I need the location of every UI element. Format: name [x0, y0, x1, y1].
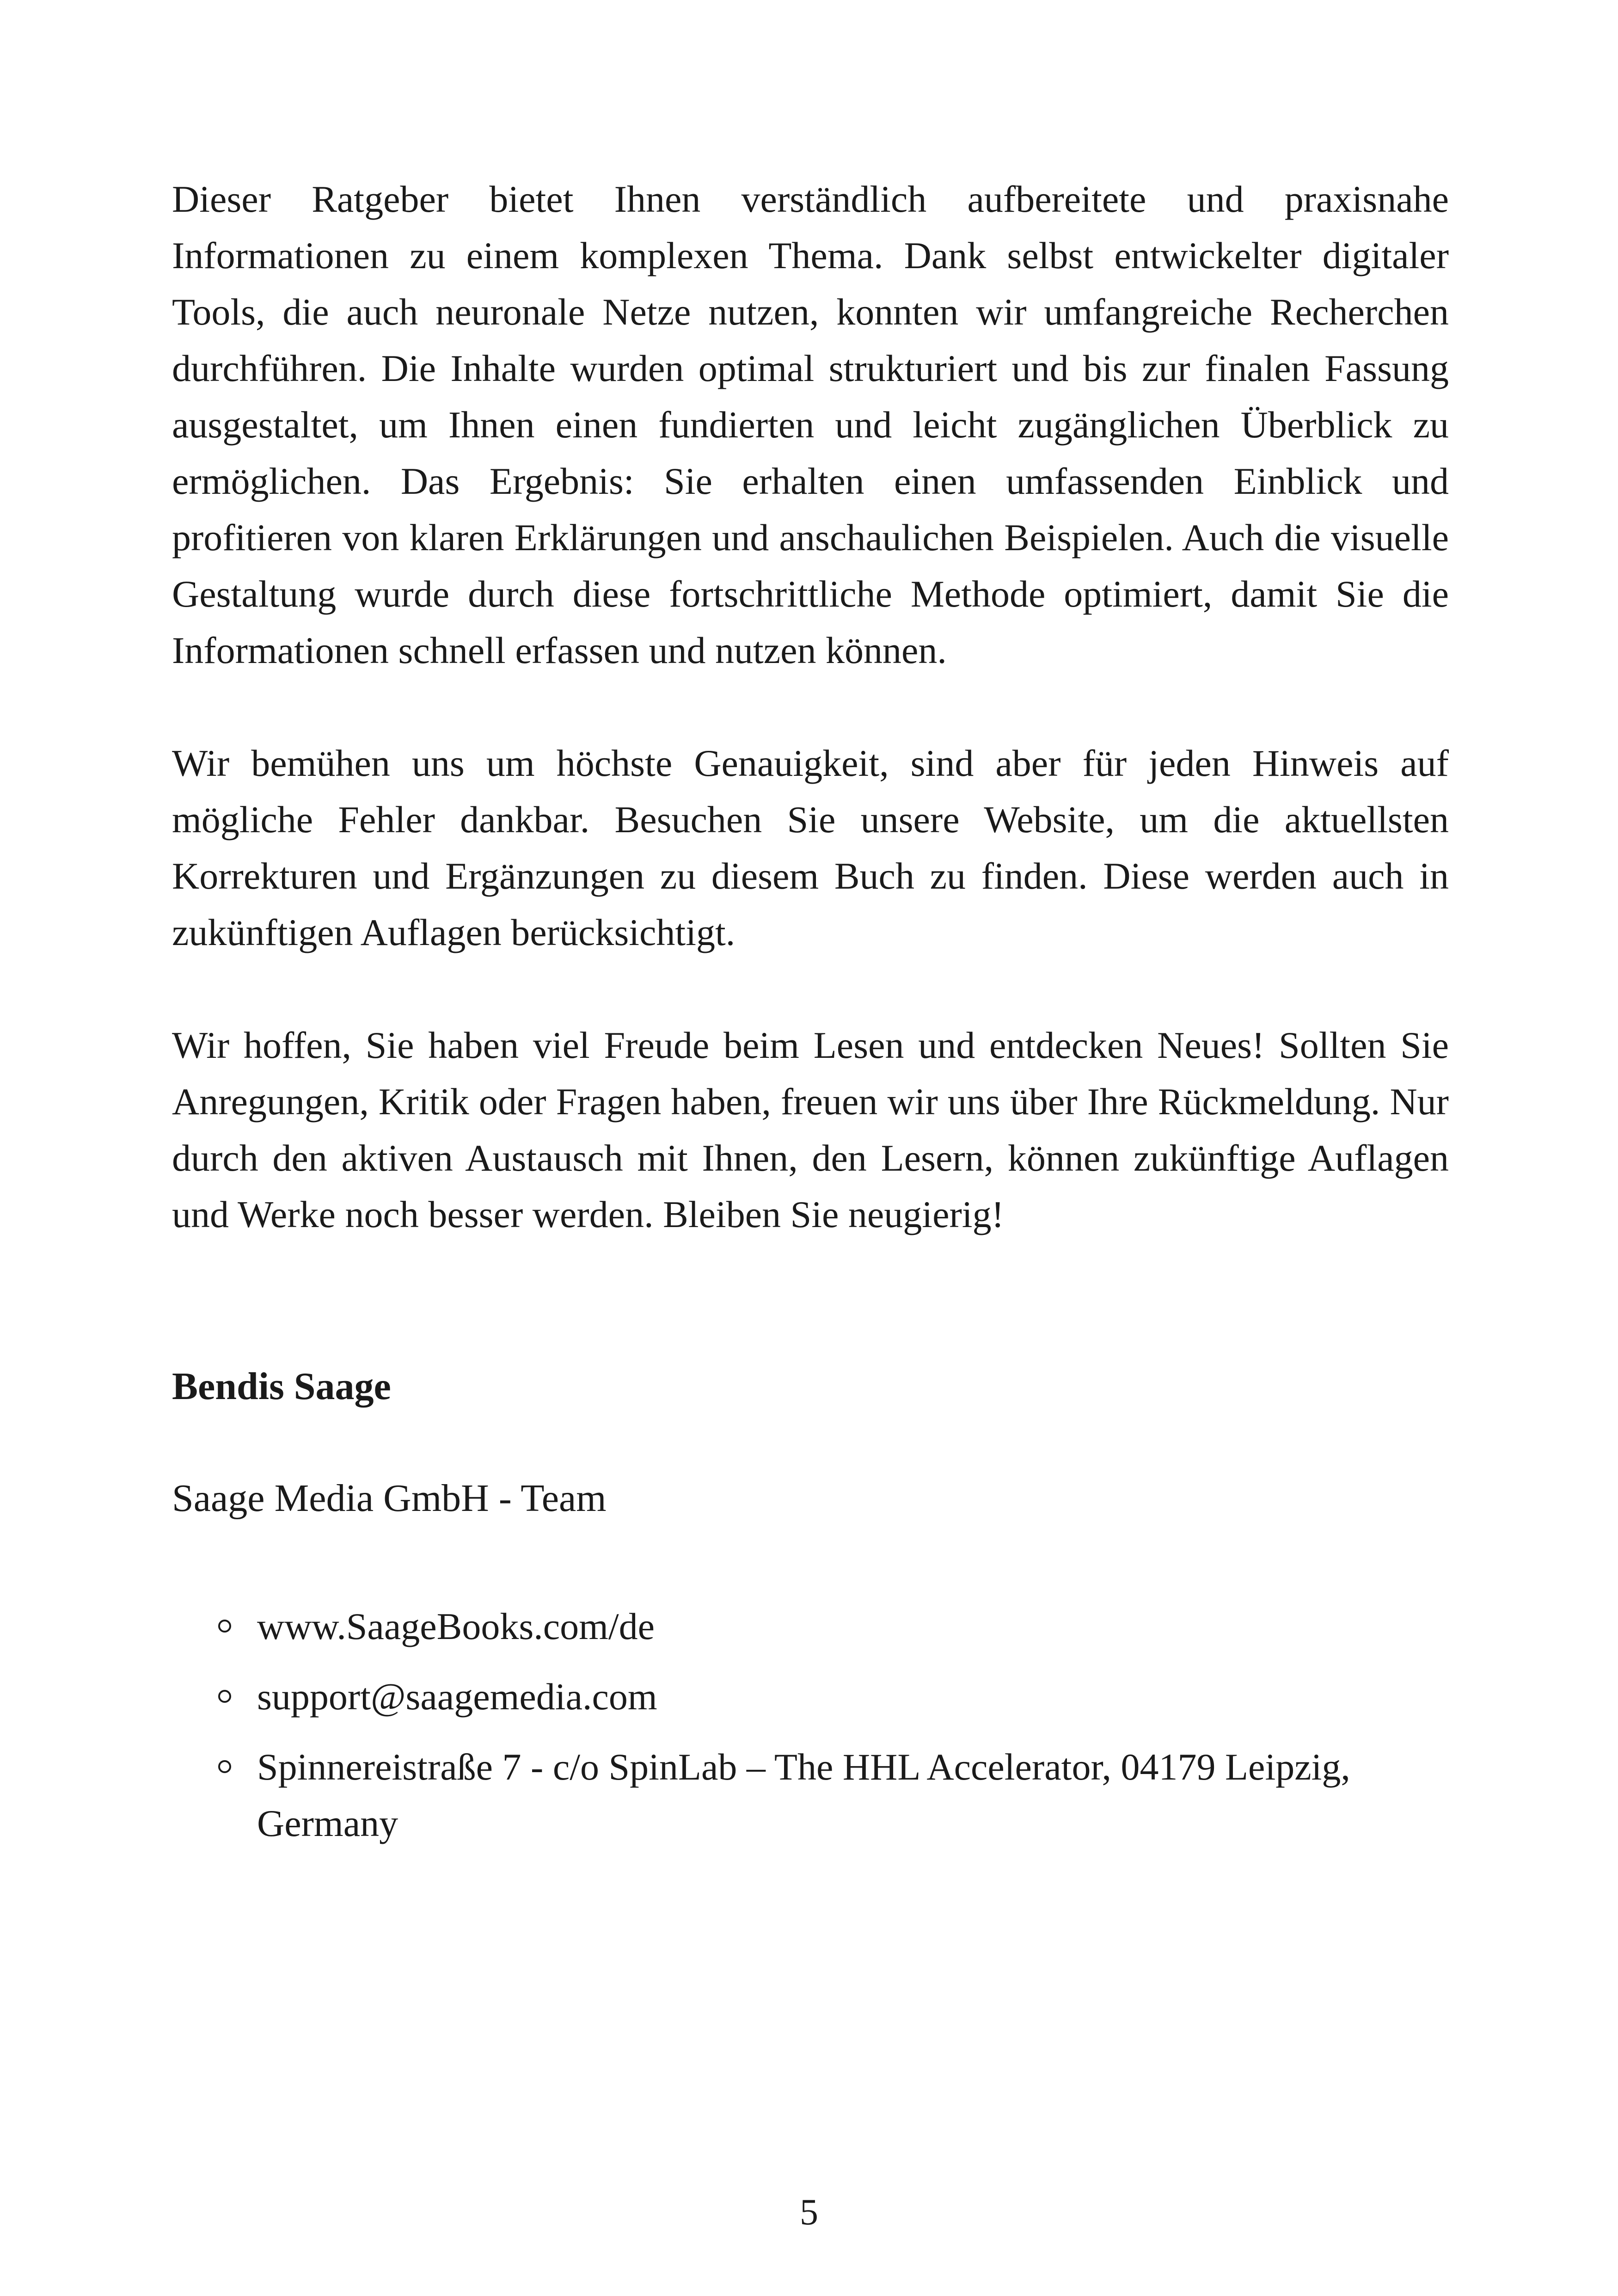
address-text: Spinnereistraße 7 - c/o SpinLab – The HHL Accelerator, 04179 Leipzig, Germany: [257, 1746, 1350, 1844]
circle-bullet-icon: [218, 1760, 231, 1773]
contact-email: [218, 1669, 1449, 1725]
contact-address: [218, 1739, 1449, 1852]
intro-paragraph: Dieser Ratgeber bietet Ihnen verständlich aufbereitete und praxisnahe Informationen zu einem komplexen Thema. Dank selbst entwickelter digitaler Tools, die auch neuronale Netze nutzen, konnten wir umfangreiche Recherchen durchführen. Die Inhalte wurden optimal strukturiert und bis zur finalen Fassung ausgestaltet, um Ihnen einen fundierten und leicht zugänglichen Überblick zu ermöglichen. Das Ergebnis: Sie erhalten einen umfassenden Einblick und profitieren von klaren Erklärungen und anschaulichen Beispielen. Auch die visuelle Gestaltung wurde durch diese fortschrittliche Methode optimiert, damit Sie die Informationen schnell erfassen und nutzen können.: [172, 178, 1449, 671]
page-content: [172, 171, 1449, 1866]
closing-paragraph: Wir hoffen, Sie haben viel Freude beim Lesen und entdecken Neues! Sollten Sie Anregungen, Kritik oder Fragen haben, freuen wir uns über Ihre Rückmeldung. Nur durch den aktiven Austausch mit Ihnen, den Lesern, können zukünftige Auflagen und Werke noch besser werden. Bleiben Sie neugierig!: [172, 1024, 1449, 1235]
company-name: Saage Media GmbH - Team: [172, 1477, 607, 1520]
contact-website: [218, 1598, 1449, 1655]
feedback-paragraph: Wir bemühen uns um höchste Genauigkeit, sind aber für jeden Hinweis auf mögliche Fehler dankbar. Besuchen Sie unsere Website, um die aktuellsten Korrekturen und Ergänzungen zu diesem Buch zu finden. Diese werden auch in zukünftigen Auflagen berücksichtigt.: [172, 742, 1449, 953]
author-name: Bendis Saage: [172, 1365, 391, 1408]
website-text: www.SaageBooks.com/de: [257, 1605, 655, 1647]
circle-bullet-icon: [218, 1690, 231, 1703]
circle-bullet-icon: [218, 1620, 231, 1633]
email-text: support@saagemedia.com: [257, 1676, 657, 1718]
page-number: 5: [800, 2192, 818, 2233]
contact-list: [172, 1598, 1449, 1852]
